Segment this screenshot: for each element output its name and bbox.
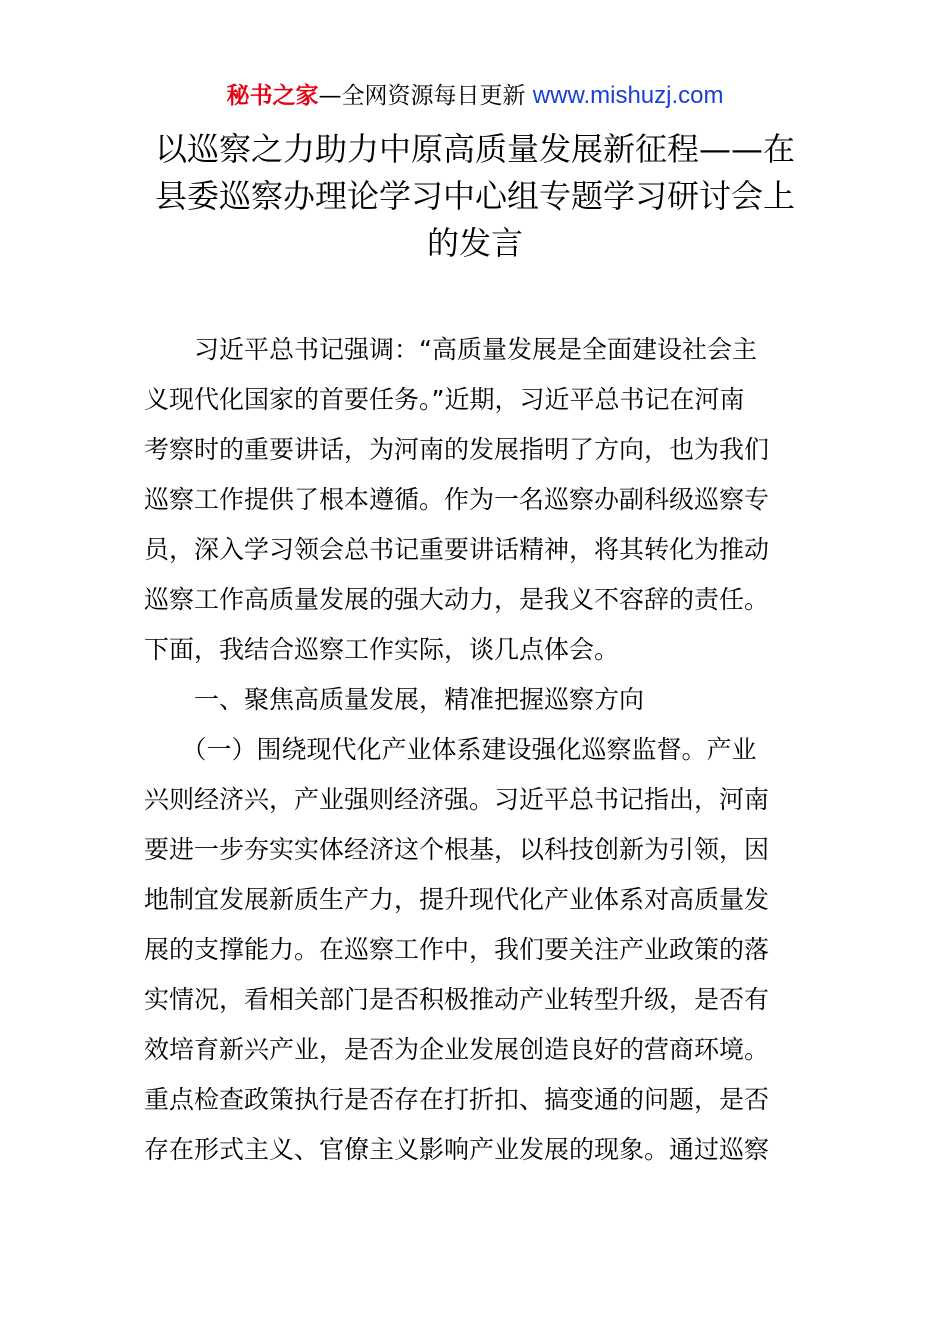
title-line: 县委巡察办理论学习中心组专题学习研讨会上 [154,177,795,215]
text-line: 下面，我结合巡察工作实际，谈几点体会。 [144,635,620,664]
title-line: 以巡察之力助力中原高质量发展新征程——在 [154,130,795,168]
site-brand: 秘书之家 [226,83,319,109]
section-paragraph [144,725,809,1175]
section-heading [144,675,809,725]
text-line: 习近平总书记强调：“高质量发展是全面建设社会主 [144,335,757,364]
text-line: 地制宜发展新质生产力，提升现代化产业体系对高质量发 [144,885,770,914]
text-line: 考察时的重要讲话，为河南的发展指明了方向，也为我们 [144,435,770,464]
text-line: 实情况，看相关部门是否积极推动产业转型升级，是否有 [144,985,770,1014]
title-line: 的发言 [426,224,523,262]
site-url-link[interactable]: www.mishuzj.com [532,82,724,109]
site-tagline: —全网资源每日更新 [318,83,533,109]
text-line: 兴则经济兴，产业强则经济强。习近平总书记指出，河南 [144,785,770,814]
text-line: 员，深入学习领会总书记重要讲话精神，将其转化为推动 [144,535,770,564]
text-line: 展的支撑能力。在巡察工作中，我们要关注产业政策的落 [144,935,770,964]
document-title [140,126,810,267]
site-header [0,80,950,112]
text-line: 巡察工作提供了根本遵循。作为一名巡察办副科级巡察专 [144,485,770,514]
intro-paragraph [144,325,809,675]
section-heading-text: 一、聚焦高质量发展，精准把握巡察方向 [144,685,645,714]
text-line: 要进一步夯实实体经济这个根基，以科技创新为引领，因 [144,835,770,864]
text-line: 巡察工作高质量发展的强大动力，是我义不容辞的责任。 [144,585,770,614]
text-line: 效培育新兴产业，是否为企业发展创造良好的营商环境。 [144,1035,770,1064]
text-line: 存在形式主义、官僚主义影响产业发展的现象。通过巡察 [144,1135,770,1164]
text-line: （一）围绕现代化产业体系建设强化巡察监督。产业 [144,735,757,764]
text-line: 义现代化国家的首要任务。”近期，习近平总书记在河南 [144,385,745,414]
text-line: 重点检查政策执行是否存在打折扣、搞变通的问题，是否 [144,1085,770,1114]
